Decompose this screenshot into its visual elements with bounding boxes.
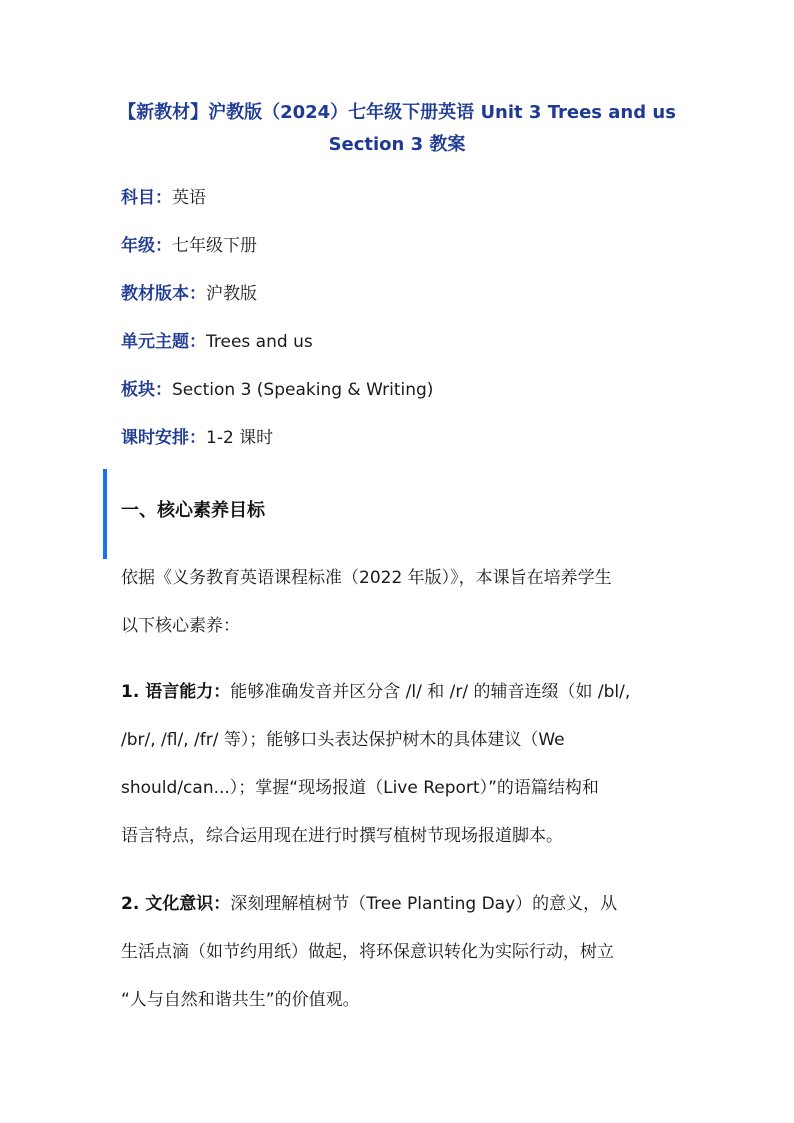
goal-line: /br/, /fl/, /fr/ 等）；能够口头表达保护树木的具体建议（We	[121, 730, 565, 750]
goal-label: 2. 文化意识：	[121, 894, 231, 914]
section-accent-bar	[103, 469, 107, 559]
meta-grade	[121, 234, 257, 258]
goal-line: 生活点滴（如节约用纸）做起，将环保意识转化为实际行动，树立	[121, 942, 614, 962]
meta-edition	[121, 282, 257, 306]
goal-text: 深刻理解植树节（Tree Planting Day）的意义，从	[230, 894, 618, 914]
meta-schedule-label: 课时安排：	[121, 428, 206, 448]
meta-unit-theme-label: 单元主题：	[121, 332, 206, 352]
meta-section-value: Section 3 (Speaking & Writing)	[172, 380, 434, 400]
meta-section-label: 板块：	[121, 380, 172, 400]
goal-cultural-awareness	[121, 880, 681, 1024]
intro-line: 依据《义务教育英语课程标准（2022 年版）》，本课旨在培养学生	[121, 568, 612, 588]
goal-language-ability	[121, 668, 681, 860]
document-title-line-2: Section 3 教案	[328, 134, 466, 155]
meta-schedule-value: 1-2 课时	[206, 428, 274, 448]
meta-subject	[121, 186, 206, 210]
intro-line: 以下核心素养：	[121, 616, 240, 636]
meta-grade-value: 七年级下册	[172, 236, 257, 256]
goal-line	[121, 668, 681, 716]
goal-line: should/can...）；掌握“现场报道（Live Report）”的语篇结构和	[121, 778, 599, 798]
goal-line: 语言特点，综合运用现在进行时撰写植树节现场报道脚本。	[121, 826, 563, 846]
meta-unit-theme	[121, 330, 313, 354]
meta-subject-label: 科目：	[121, 188, 172, 208]
document-title-line-1: 【新教材】沪教版（2024）七年级下册英语 Unit 3 Trees and us	[118, 102, 676, 123]
goal-line: “人与自然和谐共生”的价值观。	[121, 990, 360, 1010]
goal-text: 能够准确发音并区分含 /l/ 和 /r/ 的辅音连缀（如 /bl/,	[230, 682, 631, 702]
intro-paragraph	[121, 554, 681, 650]
section-heading: 一、核心素养目标	[121, 500, 265, 521]
goal-label: 1. 语言能力：	[121, 682, 231, 702]
goal-line	[121, 880, 681, 928]
meta-edition-value: 沪教版	[206, 284, 257, 304]
meta-unit-theme-value: Trees and us	[206, 332, 313, 352]
meta-edition-label: 教材版本：	[121, 284, 206, 304]
meta-section	[121, 378, 433, 402]
meta-grade-label: 年级：	[121, 236, 172, 256]
meta-schedule	[121, 426, 273, 450]
meta-subject-value: 英语	[172, 188, 206, 208]
